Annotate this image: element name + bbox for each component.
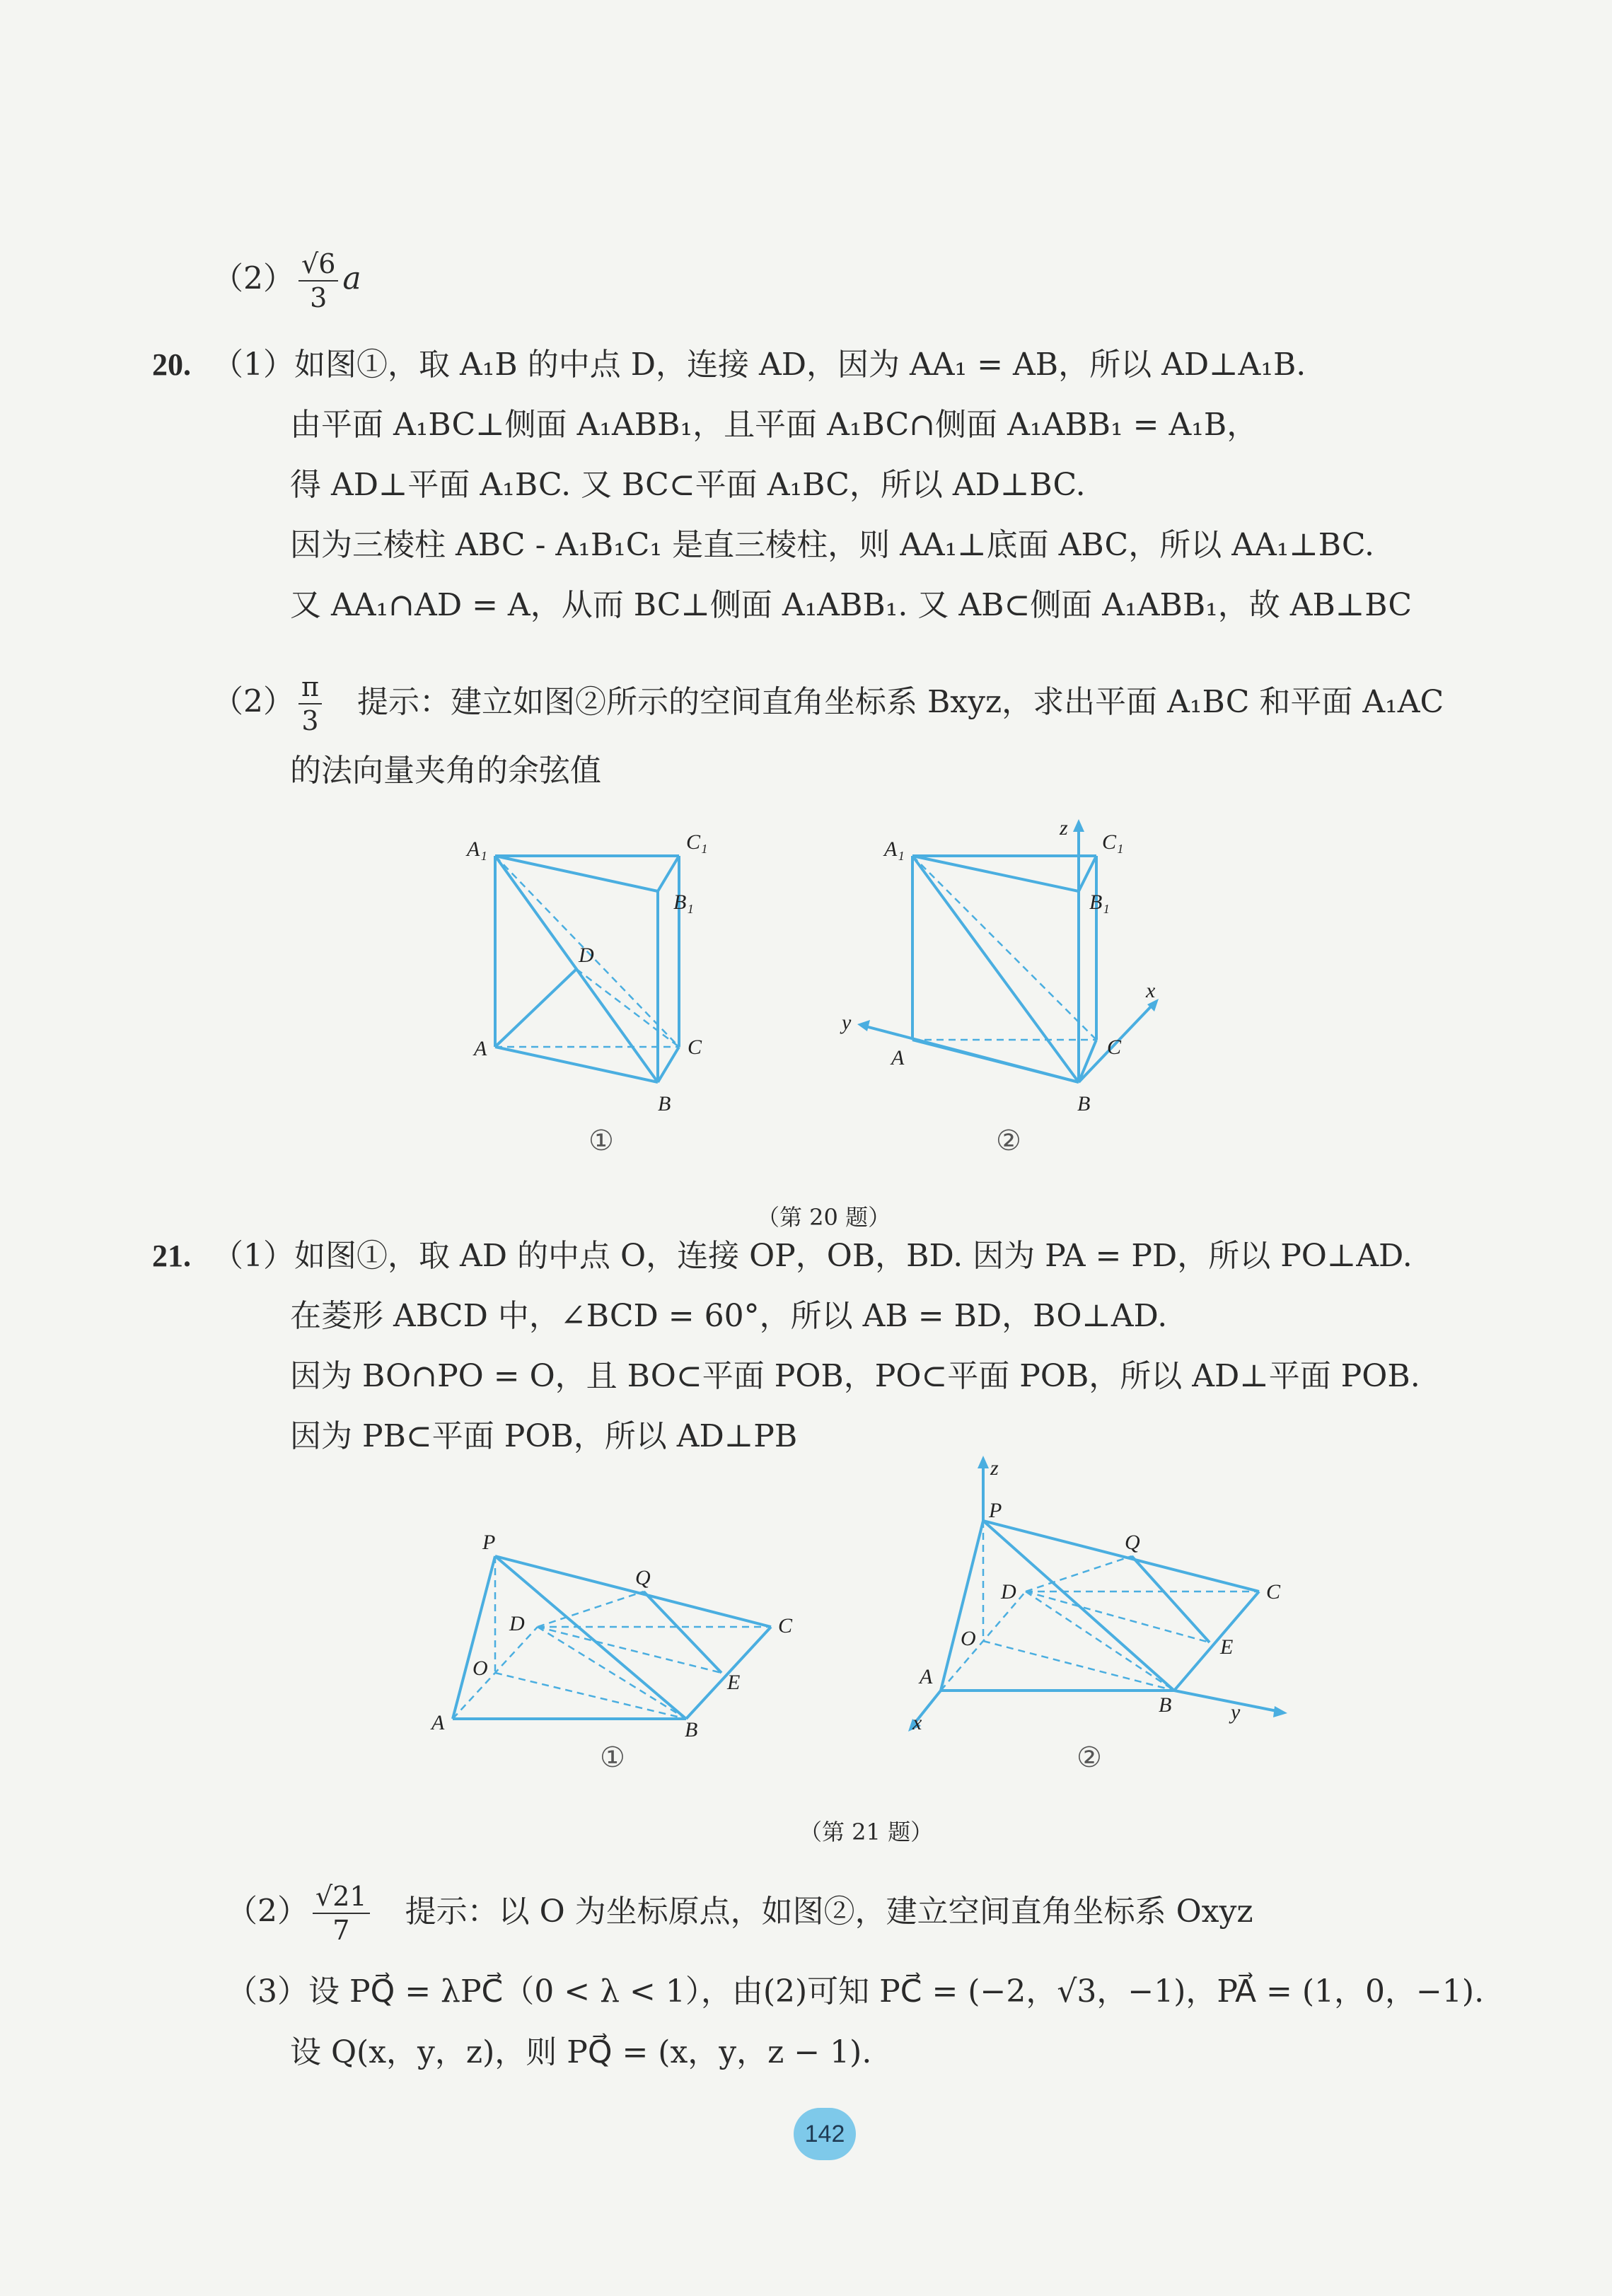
q20f1-label-C: C — [688, 1036, 702, 1059]
q20f2-edge — [912, 856, 1079, 891]
q21-line-1: （1）如图①，取 AD 的中点 O，连接 OP，OB，BD. 因为 PA = PD，所以 PO⊥AD. — [212, 1238, 1413, 1274]
q19-part2-label: （2） — [212, 260, 294, 297]
q21f2-y-axis — [1174, 1691, 1280, 1712]
q20-number: 20. — [152, 347, 191, 382]
q21-part3-line1: （3）设 PQ⃗ = λPC⃗（0 < λ < 1），由(2)可知 PC⃗ = (−2，√3，−1)，PA⃗ = (1，0，−1). — [226, 1973, 1485, 2010]
q20f2-label-C: C — [1107, 1036, 1122, 1059]
q20f2-label-B: B — [1077, 1092, 1091, 1115]
q20f1-edge — [495, 856, 658, 891]
q20f2-label-z: z — [1060, 816, 1068, 840]
q21f1-label-E: E — [727, 1671, 741, 1694]
q21f1-label-C: C — [778, 1614, 793, 1637]
q20f1-edge — [658, 856, 679, 891]
q21f2-label-D: D — [1001, 1580, 1016, 1604]
q20f2-label-A1: A₁ — [884, 837, 905, 861]
q20f1-label-B1: B₁ — [673, 891, 694, 914]
q20-line-2: 由平面 A₁BC⊥侧面 A₁ABB₁，且平面 A₁BC∩侧面 A₁ABB₁ = A₁B， — [290, 407, 1258, 443]
q21f1-dashed — [538, 1591, 644, 1627]
q20-fig2-caption: ② — [996, 1125, 1021, 1157]
q21f1-label-P: P — [482, 1531, 496, 1554]
q20-line-1: （1）如图①，取 A₁B 的中点 D，连接 AD，因为 AA₁ = AB，所以 AD⊥A₁B. — [212, 347, 1306, 383]
q21f2-label-z: z — [990, 1456, 999, 1480]
q21-part2-den: 7 — [332, 1915, 350, 1946]
q19-tail: a — [342, 260, 361, 297]
q20f1-dashed — [576, 969, 679, 1047]
q20f2-edge — [912, 856, 1079, 1082]
q20f2-label-A: A — [891, 1046, 905, 1069]
q20-figure-2 — [835, 813, 1188, 1125]
q20f1-edge — [495, 969, 576, 1047]
q20-fig1-caption: ① — [588, 1125, 614, 1157]
q20f2-label-x: x — [1146, 979, 1156, 1002]
q21f1-label-Q: Q — [635, 1566, 651, 1589]
q20-part2 — [212, 671, 1444, 737]
q20f2-dashed — [912, 856, 1096, 1040]
q20f2-label-B1: B₁ — [1089, 891, 1110, 914]
q21-part2-num: √21 — [313, 1880, 370, 1914]
q20f1-label-D: D — [579, 944, 594, 967]
q20-part2-num: π — [298, 671, 322, 705]
q21-part2 — [226, 1880, 1253, 1947]
q21f2-edge — [1174, 1591, 1259, 1691]
q21f2-dashed — [1026, 1591, 1174, 1691]
q20-part2-text: 提示：建立如图②所示的空间直角坐标系 Bxyz，求出平面 A₁BC 和平面 A₁AC — [356, 683, 1444, 720]
q21-fig2-caption: ② — [1077, 1741, 1102, 1774]
q20f1-label-C1: C₁ — [686, 830, 708, 854]
q20f2-y-arrow — [857, 1020, 870, 1031]
q20-part2-den: 3 — [301, 705, 319, 736]
q19-fraction — [298, 248, 338, 314]
q20f1-label-A1: A₁ — [467, 837, 487, 861]
page-number-badge: 142 — [794, 2108, 856, 2160]
q21f2-dashed — [1026, 1591, 1210, 1642]
q21f1-label-D: D — [509, 1612, 525, 1635]
q20f2-edge — [1079, 1040, 1096, 1082]
q21f2-label-Q: Q — [1125, 1531, 1140, 1554]
q21f2-label-B: B — [1159, 1693, 1172, 1717]
q21f2-label-C: C — [1266, 1580, 1281, 1604]
q21f1-label-B: B — [685, 1718, 698, 1741]
q21-part2-text: 提示：以 O 为坐标原点，如图②，建立空间直角坐标系 Oxyz — [405, 1893, 1253, 1930]
q20f1-edge — [658, 1047, 679, 1082]
q21f2-z-arrow — [978, 1456, 989, 1468]
q20f1-label-B: B — [658, 1092, 671, 1115]
q21f2-label-O: O — [961, 1627, 976, 1650]
q21f2-label-P: P — [989, 1499, 1002, 1522]
q21f1-label-A: A — [431, 1711, 445, 1734]
q19-frac-num: √6 — [298, 248, 338, 282]
q21f2-label-A: A — [920, 1665, 933, 1688]
q20-line-4: 因为三棱柱 ABC - A₁B₁C₁ 是直三棱柱，则 AA₁⊥底面 ABC，所以 AA₁⊥BC. — [290, 527, 1375, 563]
q21-number: 21. — [152, 1239, 191, 1273]
q20f2-z-arrow — [1073, 819, 1084, 832]
q21-part2-fraction — [313, 1880, 370, 1947]
q20f2-edge — [1079, 856, 1096, 891]
q21-caption: （第 21 题） — [799, 1819, 934, 1845]
q21f2-edge — [941, 1521, 983, 1691]
q20-part2-fraction — [298, 671, 322, 737]
q21f2-label-x: x — [912, 1711, 922, 1734]
q20-figure-1 — [446, 813, 785, 1125]
q20f2-label-y: y — [842, 1011, 852, 1034]
q20f2-label-C1: C₁ — [1102, 830, 1124, 854]
q21f2-y-arrow — [1273, 1706, 1287, 1717]
q21-part2-label: （2） — [226, 1893, 308, 1930]
q19-frac-den: 3 — [310, 282, 327, 313]
q21f1-edge — [453, 1556, 495, 1719]
q21-line-3: 因为 BO∩PO = O，且 BO⊂平面 POB，PO⊂平面 POB，所以 AD⊥平面 POB. — [290, 1358, 1420, 1394]
q21f2-label-y: y — [1231, 1700, 1241, 1724]
q20f1-label-A: A — [474, 1037, 487, 1060]
q21f1-dashed — [538, 1627, 686, 1719]
q20-caption: （第 20 题） — [757, 1204, 891, 1231]
q20-part2-label: （2） — [212, 683, 294, 720]
q21f1-label-O: O — [472, 1657, 488, 1680]
q21-figure-2 — [884, 1450, 1323, 1747]
q21-part3-line2: 设 Q(x，y，z)，则 PQ⃗ = (x，y，z − 1). — [290, 2034, 872, 2070]
q21-line-4: 因为 PB⊂平面 POB，所以 AD⊥PB — [290, 1418, 798, 1454]
q20-line-5: 又 AA₁∩AD = A，从而 BC⊥侧面 A₁ABB₁. 又 AB⊂侧面 A₁ABB₁，故 AB⊥BC — [290, 587, 1413, 623]
q20f1-edge — [495, 1047, 658, 1082]
q20-line-3: 得 AD⊥平面 A₁BC. 又 BC⊂平面 A₁BC，所以 AD⊥BC. — [290, 467, 1086, 503]
q20-part2-line2: 的法向量夹角的余弦值 — [290, 753, 601, 789]
q19-part2 — [212, 248, 361, 314]
q21f2-label-E: E — [1220, 1635, 1234, 1659]
q21-fig1-caption: ① — [600, 1741, 625, 1774]
q21-line-2: 在菱形 ABCD 中，∠BCD = 60°，所以 AB = BD，BO⊥AD. — [290, 1298, 1168, 1334]
q21f1-dashed — [538, 1627, 721, 1673]
